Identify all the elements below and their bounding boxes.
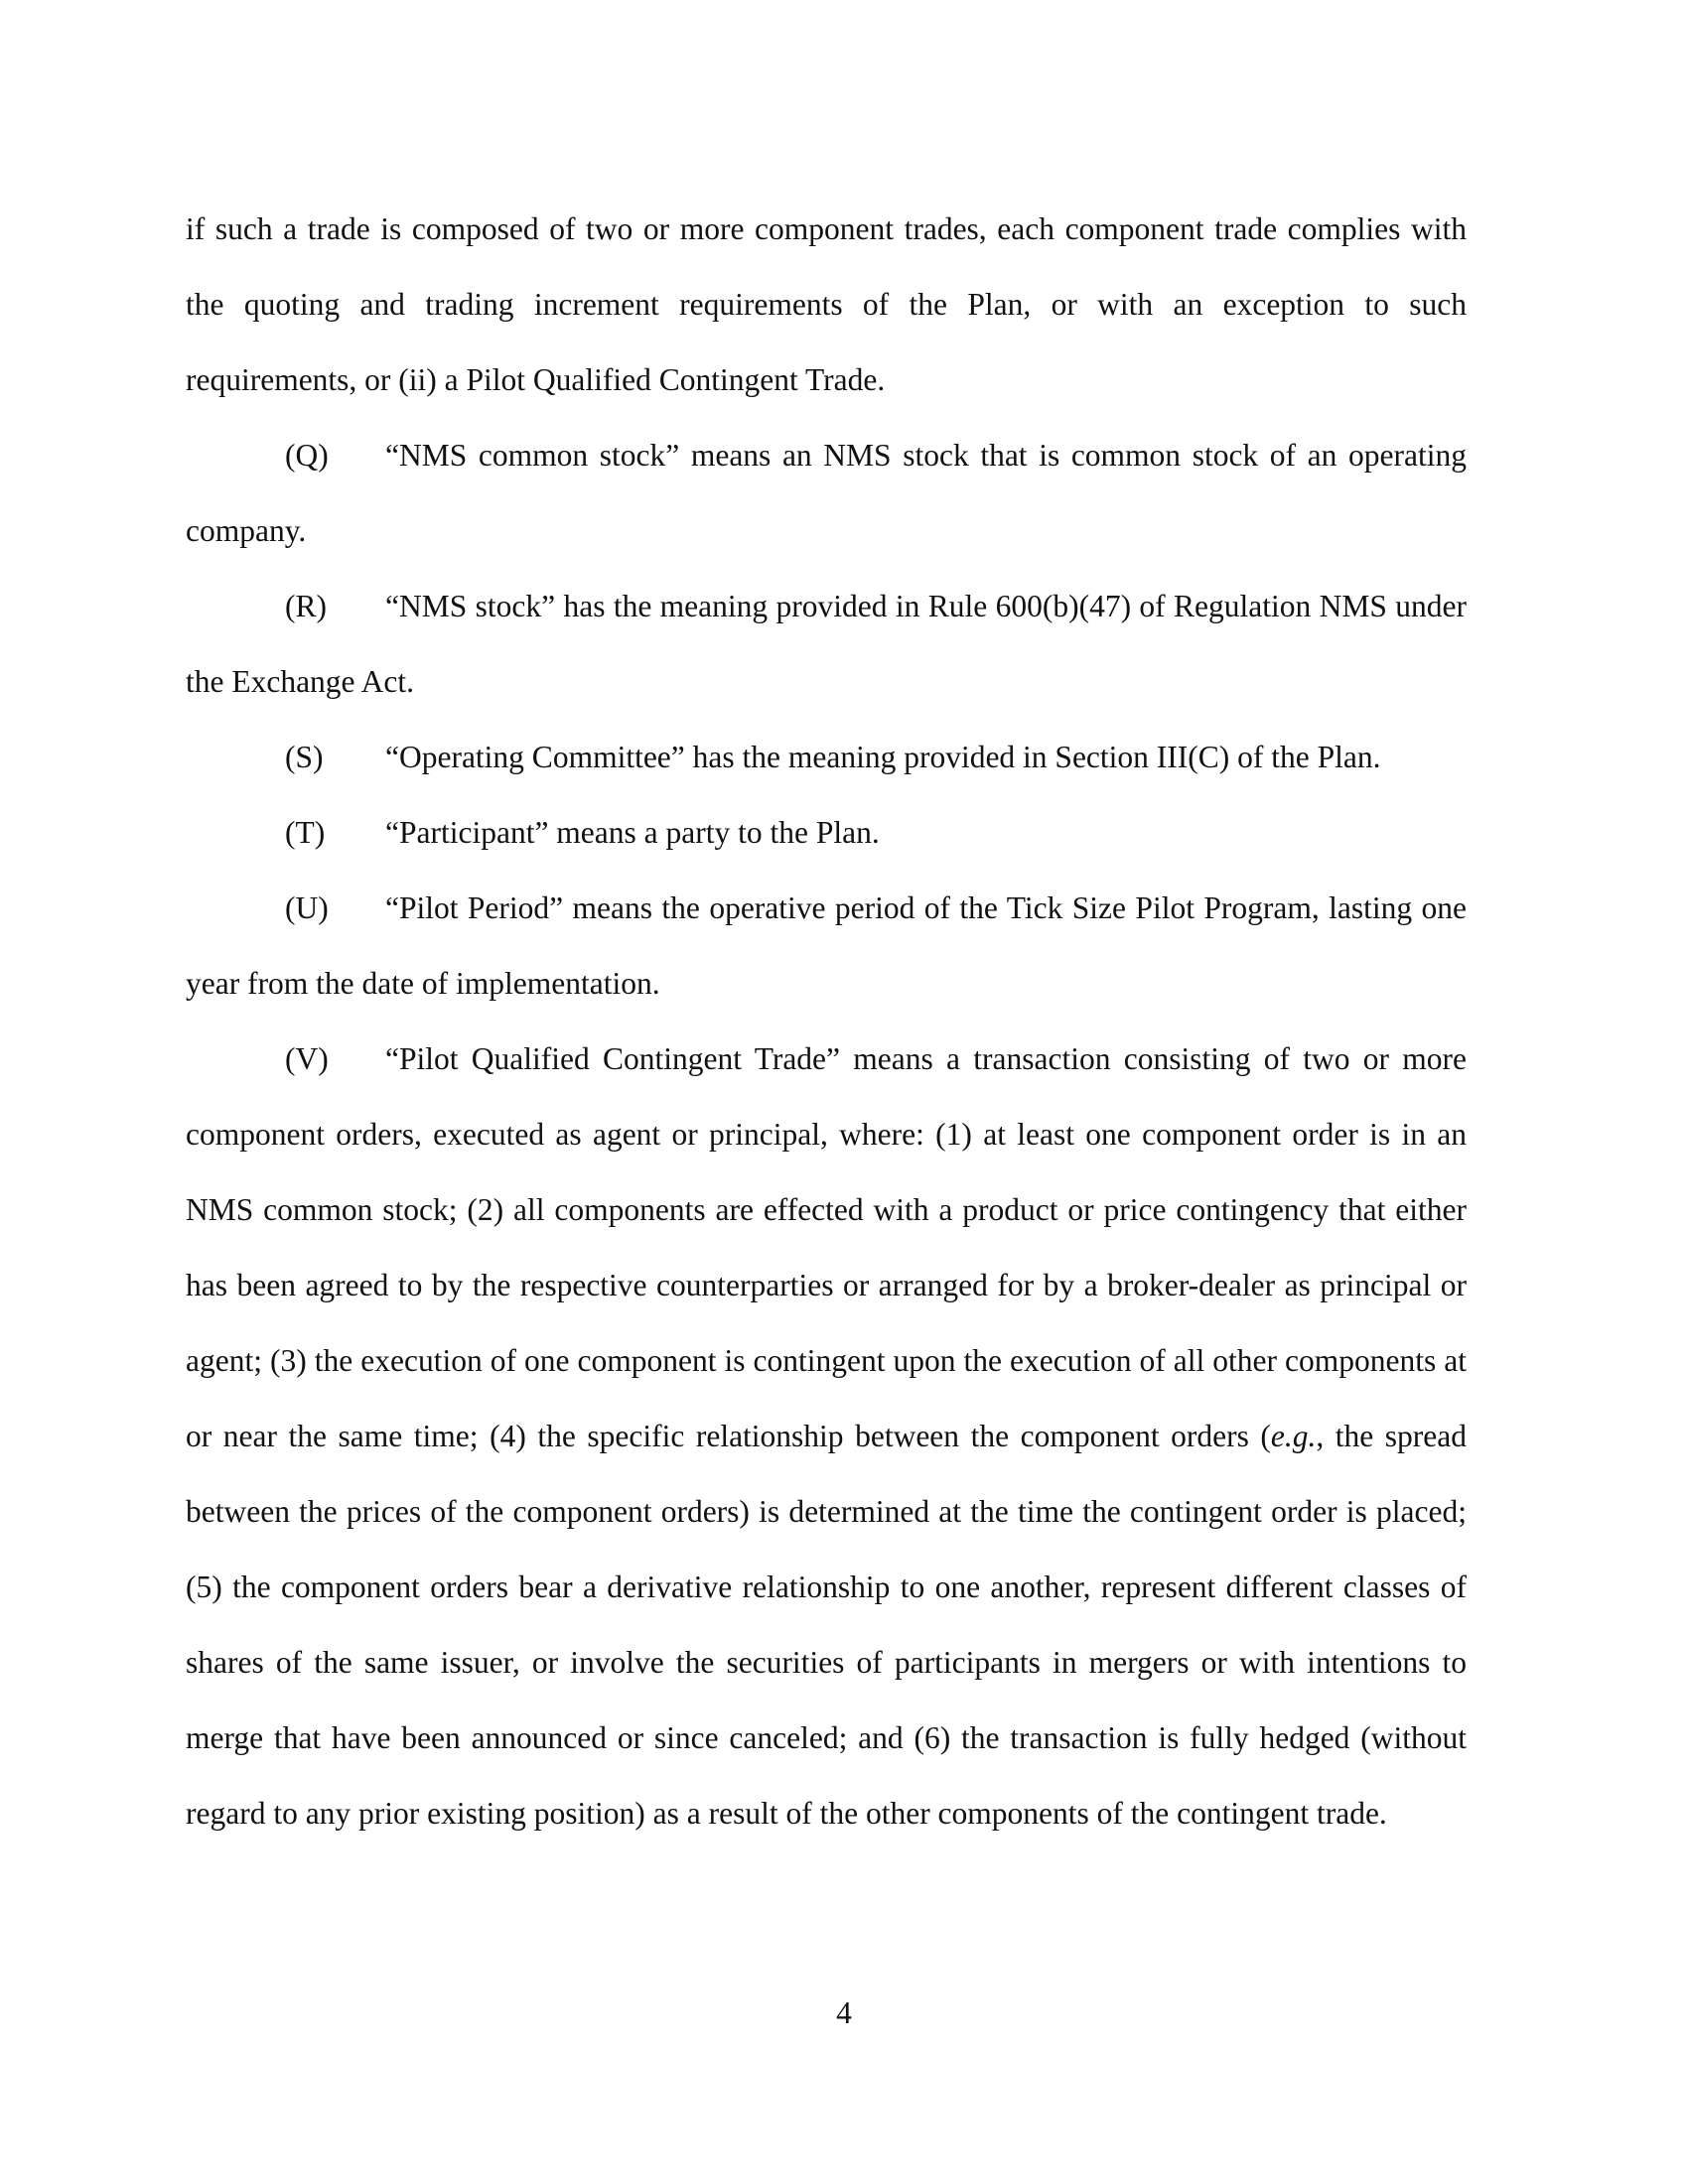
definition-text: “NMS stock” has the meaning provided in Rule 600(b)(47) of Regulation NMS under the Exchange Act. [186, 589, 1467, 699]
definition-label: (T) [285, 815, 326, 850]
definition-r [186, 569, 1467, 720]
definition-v [186, 1022, 1467, 1851]
document-body [186, 192, 1467, 1851]
definition-text-part-2: , the spread between the prices of the component orders) is determined at the time the contingent order is placed; (5) the component orders bear a derivative relationship to one another, represent different classes of shares of the same issuer, or involve the securities of participants in mergers or with intentions to merge that have been announced or since canceled; and (6) the transaction is fully hedged (without regard to any prior existing position) as a result of the other components of the contingent trade. [186, 1419, 1467, 1831]
page-number: 4 [836, 1995, 852, 2030]
definition-text: “Pilot Period” means the operative period of the Tick Size Pilot Program, lasting one year from the date of implementation. [186, 890, 1467, 1001]
paragraph-continuation [186, 192, 1467, 418]
definition-label: (V) [285, 1041, 329, 1076]
definition-q [186, 418, 1467, 569]
definition-label: (R) [285, 589, 327, 623]
definition-label: (Q) [285, 438, 329, 473]
definition-label: (S) [285, 740, 324, 774]
definition-text-italic: e.g. [1270, 1419, 1317, 1453]
definition-text-part-1: “Pilot Qualified Contingent Trade” means a transaction consisting of two or more component orders, executed as agent or principal, where: (1) at least one component order is in an NMS common stock; (2) all components are effected with a product or price contingency that either has been agreed to by the respective counterparties or arranged for by a broker-dealer as principal or agent; (3) the execution of one component is contingent upon the execution of all other components at or near the same time; (4) the specific relationship between the component orders ( [186, 1041, 1467, 1453]
definition-s [186, 720, 1467, 795]
paragraph-text: if such a trade is composed of two or more component trades, each component trade complies with the quoting and trading increment requirements of the Plan, or with an exception to such requirements, or (ii) a Pilot Qualified Contingent Trade. [186, 211, 1467, 397]
definition-label: (U) [285, 890, 329, 925]
definition-text: “NMS common stock” means an NMS stock that is common stock of an operating company. [186, 438, 1467, 548]
definition-text: “Participant” means a party to the Plan. [385, 815, 880, 850]
definition-t [186, 795, 1467, 871]
definition-text: “Operating Committee” has the meaning provided in Section III(C) of the Plan. [385, 740, 1381, 774]
definition-u [186, 871, 1467, 1022]
